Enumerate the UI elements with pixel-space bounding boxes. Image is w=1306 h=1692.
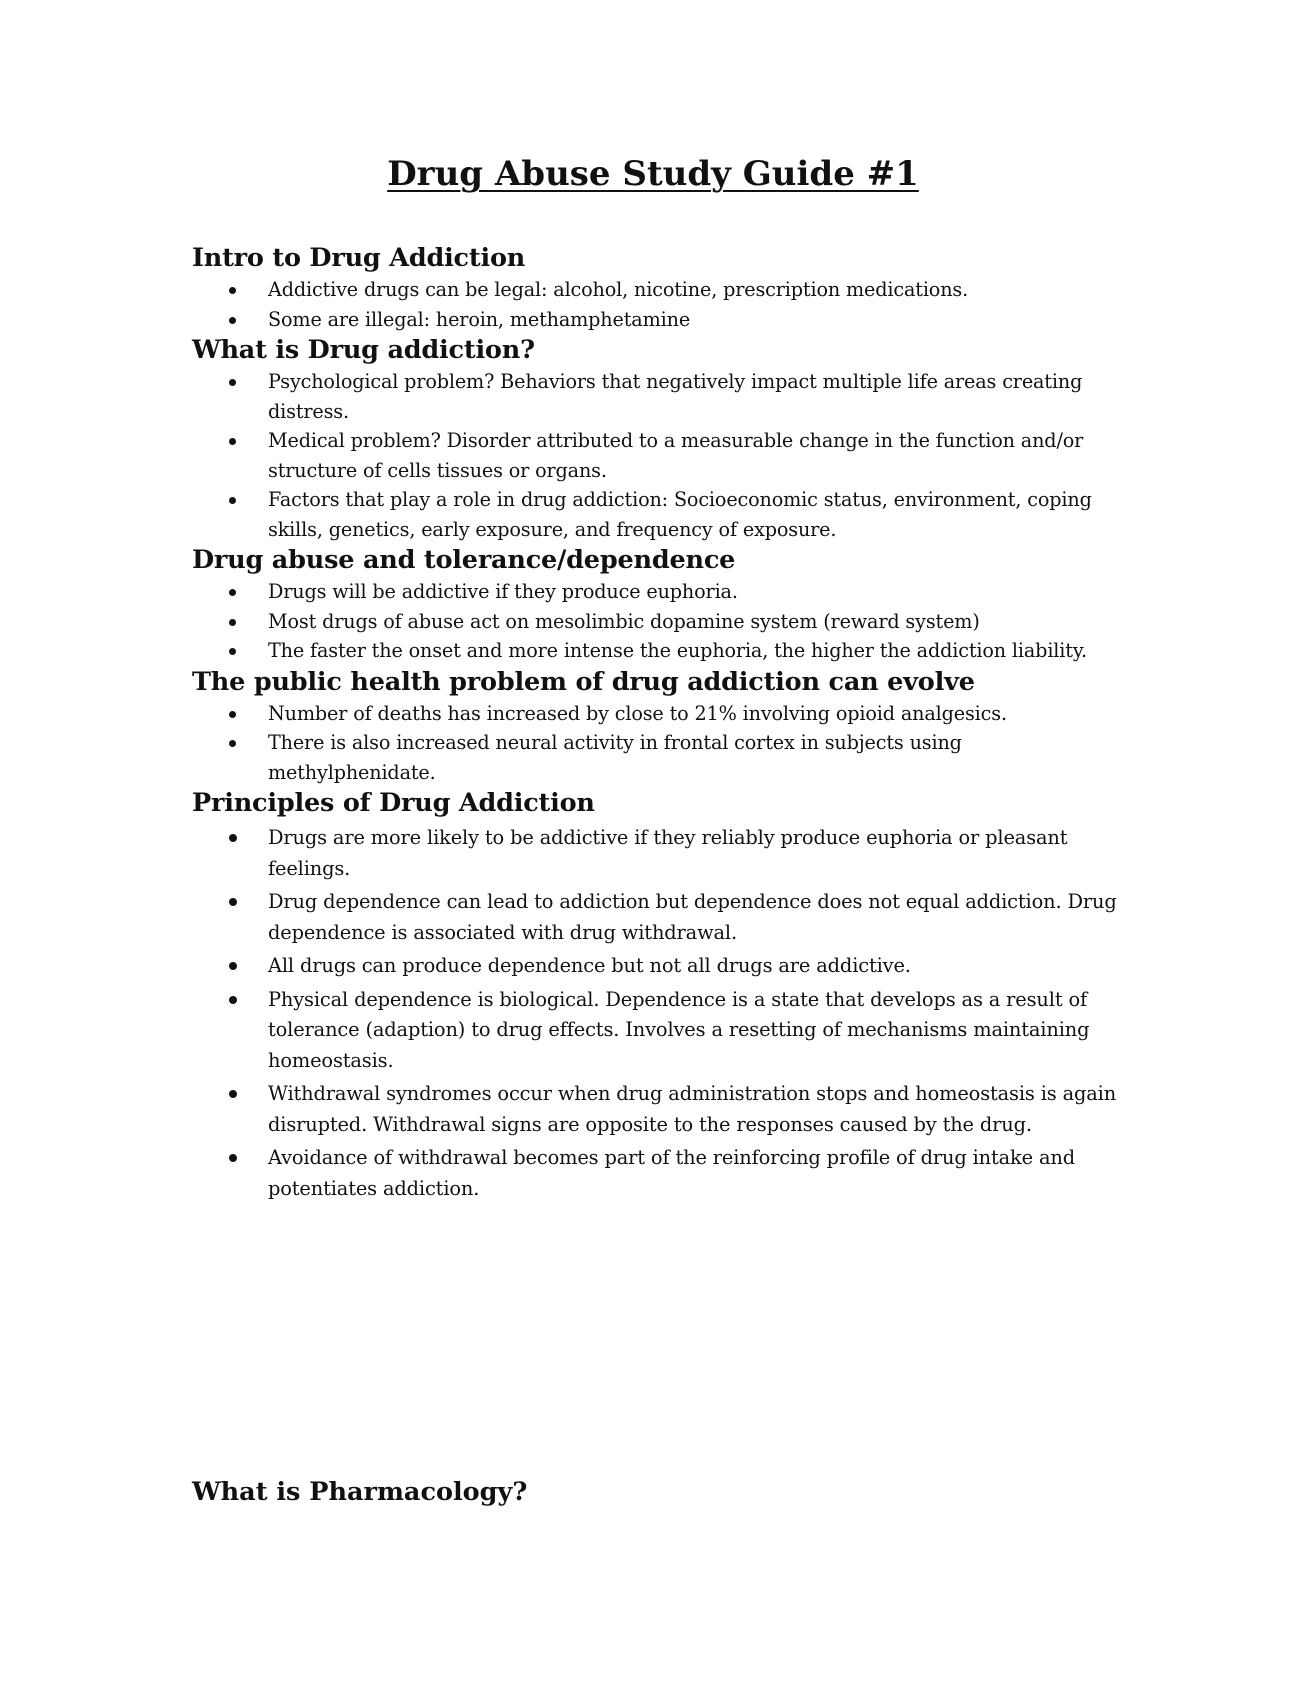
list-item: Drugs are more likely to be addictive if they reliably produce euphoria or pleasant feelings.	[192, 823, 1132, 884]
list-item: Avoidance of withdrawal becomes part of the reinforcing profile of drug intake and potentiates addiction.	[192, 1143, 1132, 1204]
section-principles-of-drug-addiction	[192, 787, 1132, 1204]
bullet-list	[192, 577, 1132, 666]
section-what-is-drug-addiction	[192, 334, 1132, 544]
section-heading: Principles of Drug Addiction	[192, 788, 595, 818]
list-item: There is also increased neural activity in frontal cortex in subjects using methylphenidate.	[192, 728, 1132, 787]
bullet-list	[192, 823, 1132, 1204]
section-public-health-problem	[192, 666, 1132, 788]
list-item: All drugs can produce dependence but not all drugs are addictive.	[192, 951, 1132, 982]
list-item: Most drugs of abuse act on mesolimbic dopamine system (reward system)	[192, 607, 1132, 637]
document-body	[192, 242, 1132, 1204]
list-item: Physical dependence is biological. Dependence is a state that develops as a result of tolerance (adaption) to drug effects. Involves a resetting of mechanisms maintaining homeostasis.	[192, 985, 1132, 1077]
bullet-list	[192, 367, 1132, 544]
section-heading: What is Drug addiction?	[192, 335, 535, 365]
bullet-list	[192, 275, 1132, 334]
section-drug-abuse-tolerance-dependence	[192, 544, 1132, 666]
list-item: Drug dependence can lead to addiction but dependence does not equal addiction. Drug dependence is associated with drug withdrawal.	[192, 887, 1132, 948]
list-item: Medical problem? Disorder attributed to a measurable change in the function and/or structure of cells tissues or organs.	[192, 426, 1132, 485]
section-heading-what-is-pharmacology: What is Pharmacology?	[192, 1477, 528, 1507]
section-heading: Intro to Drug Addiction	[192, 243, 526, 273]
list-item: Factors that play a role in drug addiction: Socioeconomic status, environment, coping skills, genetics, early exposure, and frequency of exposure.	[192, 485, 1132, 544]
list-item: Withdrawal syndromes occur when drug administration stops and homeostasis is again disrupted. Withdrawal signs are opposite to the responses caused by the drug.	[192, 1079, 1132, 1140]
section-heading: The public health problem of drug addiction can evolve	[192, 666, 975, 697]
section-intro-to-drug-addiction	[192, 242, 1132, 334]
document-title: Drug Abuse Study Guide #1	[387, 154, 919, 194]
section-heading: Drug abuse and tolerance/dependence	[192, 545, 736, 575]
list-item: Number of deaths has increased by close to 21% involving opioid analgesics.	[192, 699, 1132, 729]
list-item: Drugs will be addictive if they produce euphoria.	[192, 577, 1132, 607]
bullet-list	[192, 699, 1132, 788]
list-item: Addictive drugs can be legal: alcohol, nicotine, prescription medications.	[192, 275, 1132, 305]
list-item: Psychological problem? Behaviors that negatively impact multiple life areas creating distress.	[192, 367, 1132, 426]
list-item: Some are illegal: heroin, methamphetamine	[192, 305, 1132, 335]
list-item: The faster the onset and more intense the euphoria, the higher the addiction liability.	[192, 636, 1132, 666]
